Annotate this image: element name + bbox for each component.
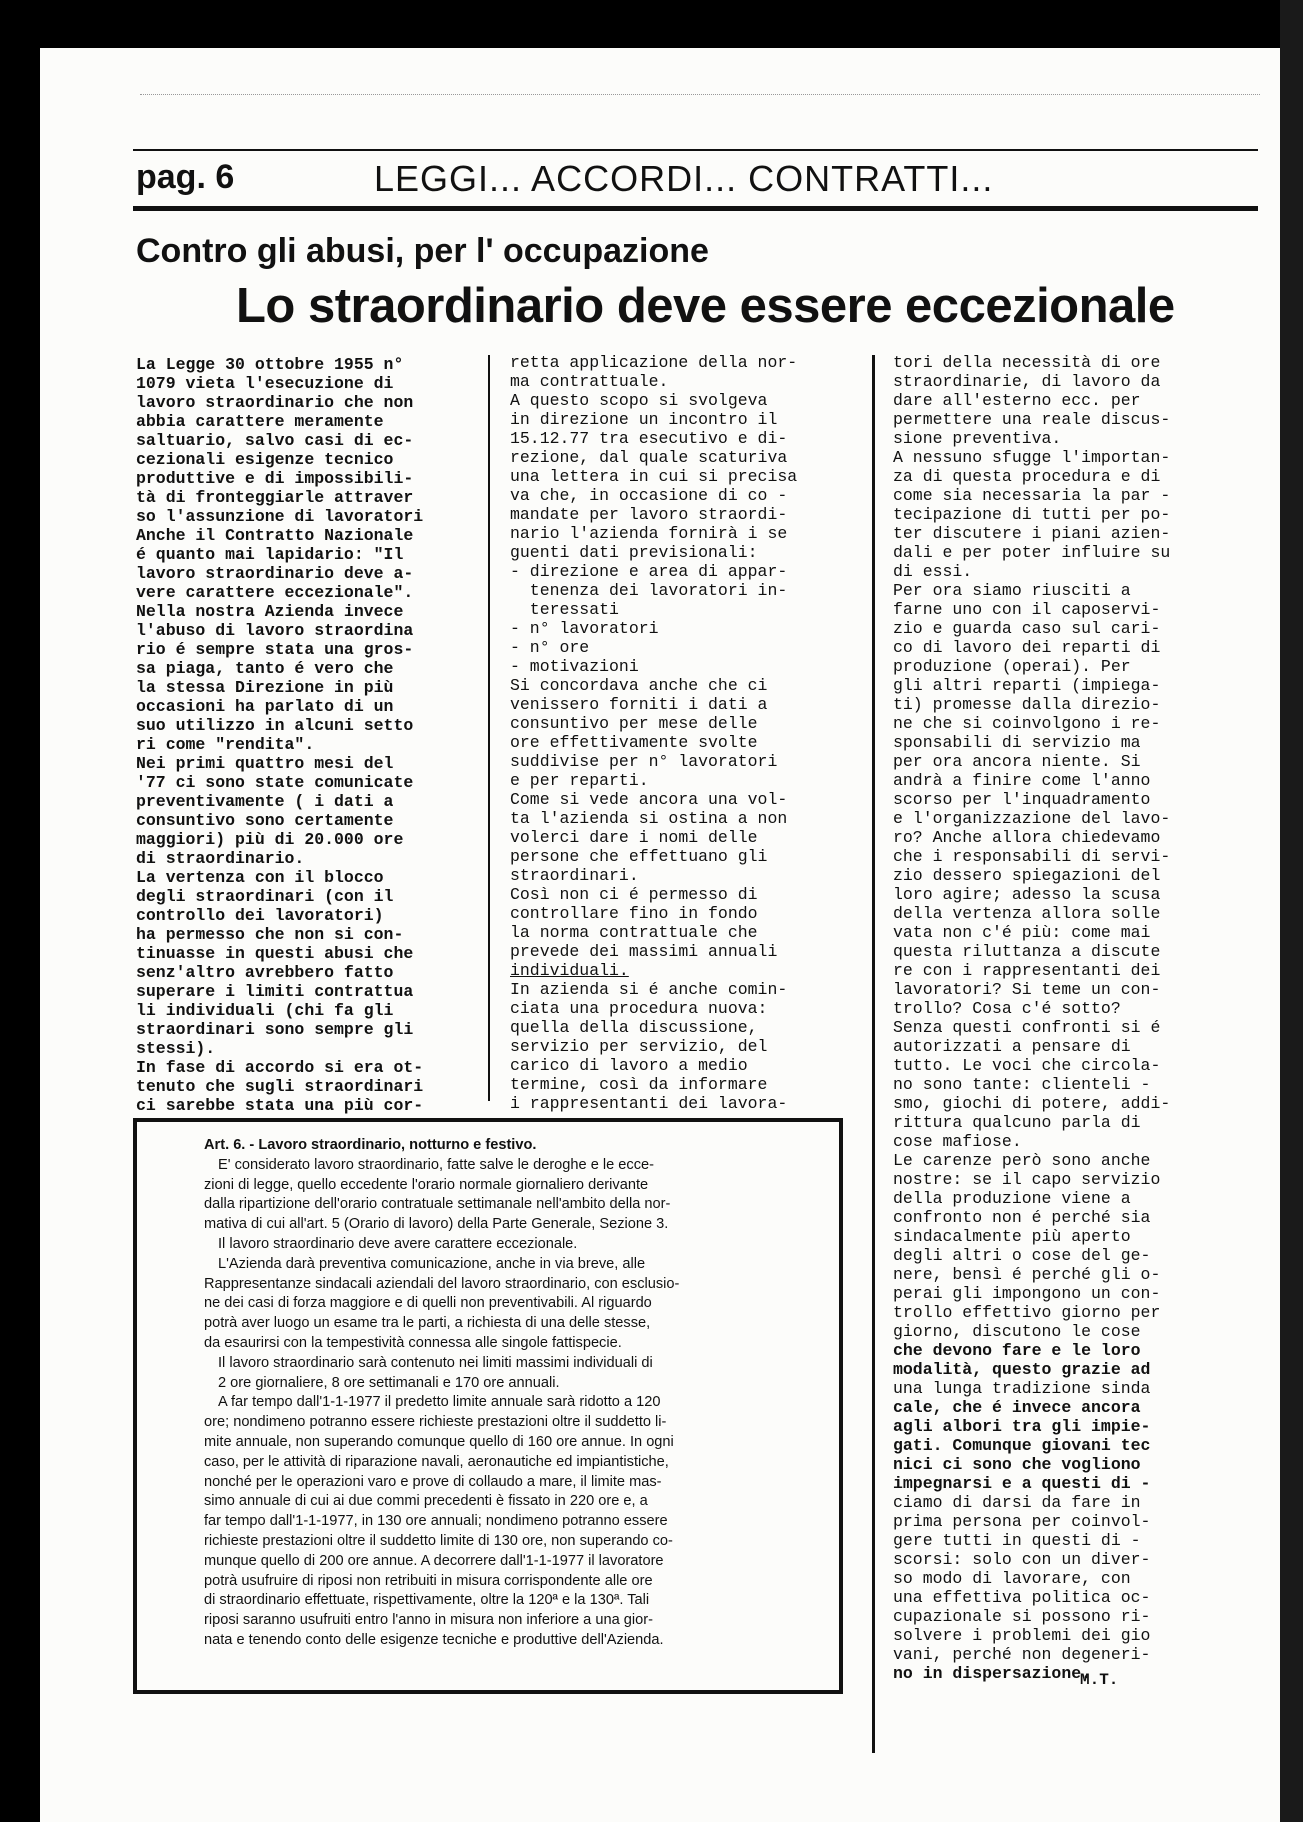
column-divider-2: [872, 355, 875, 1753]
article-line: cale, che é invece ancora: [893, 1398, 1141, 1417]
article-line: produzione (operai). Per: [893, 657, 1131, 676]
article-line: tori della necessità di ore: [893, 353, 1161, 372]
article-line: A questo scopo si svolgeva: [510, 391, 768, 410]
article-line: questa riluttanza a discute: [893, 942, 1161, 961]
contract-line: Il lavoro straordinario deve avere carattere eccezionale.: [218, 1235, 578, 1252]
article-line: nario l'azienda fornirà i se: [510, 524, 788, 543]
article-line: li individuali (chi fa gli: [136, 1001, 394, 1020]
article-line: consuntivo per mese delle: [510, 714, 758, 733]
article-line: sione preventiva.: [893, 429, 1062, 448]
article-line: come sia necessaria la par -: [893, 486, 1171, 505]
article-line: va che, in occasione di co -: [510, 486, 788, 505]
article-line: sindacalmente più aperto: [893, 1227, 1131, 1246]
article-line: autorizzati a pensare di: [893, 1037, 1131, 1056]
article-line: termine, così da informare: [510, 1075, 768, 1094]
article-line: ciamo di darsi da fare in: [893, 1493, 1141, 1512]
article-line: produttive e di impossibili-: [136, 469, 414, 488]
article-line: agli albori tra gli impie-: [893, 1417, 1151, 1436]
article-line: Le carenze però sono anche: [893, 1151, 1151, 1170]
article-line: ri come "rendita".: [136, 735, 315, 754]
contract-line: far tempo dall'1-1-1977, in 130 ore annuali; nondimeno potranno essere: [204, 1513, 668, 1530]
contract-line: simo annuale di cui ai due commi precedenti è fissato in 220 ore e, a: [204, 1493, 648, 1510]
article-line: tutto. Le voci che circola-: [893, 1056, 1161, 1075]
article-line: ma contrattuale.: [510, 372, 669, 391]
article-line: ci sarebbe stata una più cor-: [136, 1096, 424, 1115]
article-line: la norma contrattuale che: [510, 923, 758, 942]
article-line: tenuto che sugli straordinari: [136, 1077, 424, 1096]
header-rule-bottom: [133, 206, 1258, 211]
article-line: La Legge 30 ottobre 1955 n°: [136, 355, 404, 374]
article-line: della produzione viene a: [893, 1189, 1131, 1208]
contract-line: riposi saranno usufruiti entro l'anno in misura non inferiore a una gior-: [204, 1612, 653, 1629]
article-column-2: [510, 353, 797, 1113]
contract-line: di straordinario effettuate, rispettivamente, oltre la 120ª e la 130ª. Tali: [204, 1592, 650, 1609]
article-line: cose mafiose.: [893, 1132, 1022, 1151]
article-line: carico di lavoro a medio: [510, 1056, 748, 1075]
contract-line: A far tempo dall'1-1-1977 il predetto limite annuale sarà ridotto a 120: [218, 1394, 661, 1411]
article-line: rio é sempre stata una gros-: [136, 640, 414, 659]
article-line: cezionali esigenze tecnico: [136, 450, 394, 469]
contract-excerpt-box: [133, 1118, 843, 1694]
article-line: sponsabili di servizio ma: [893, 733, 1141, 752]
article-line: una lettera in cui si precisa: [510, 467, 798, 486]
article-line: re con i rappresentanti dei: [893, 961, 1161, 980]
article-line: abbia carattere meramente: [136, 412, 384, 431]
article-line: - direzione e area di appar-: [510, 562, 788, 581]
article-line: ciata una procedura nuova:: [510, 999, 768, 1018]
article-line: In fase di accordo si era ot-: [136, 1058, 424, 1077]
article-line: per ora ancora niente. Si: [893, 752, 1141, 771]
article-line: In azienda si é anche comin-: [510, 980, 788, 999]
article-line: loro agire; adesso la scusa: [893, 885, 1161, 904]
article-line: straordinari sono sempre gli: [136, 1020, 414, 1039]
article-line: andrà a finire come l'anno: [893, 771, 1151, 790]
article-line: rezione, dal quale scaturiva: [510, 448, 788, 467]
contract-line: ne dei casi di forza maggiore e di quelli non preventivabili. Al riguardo: [204, 1295, 652, 1312]
article-line: vani, perché non degeneri-: [893, 1645, 1151, 1664]
article-line: solvere i problemi dei gio: [893, 1626, 1151, 1645]
contract-line: caso, per le attività di riparazione navali, aeronautiche ed impiantistiche,: [204, 1453, 669, 1470]
page-number: pag. 6: [136, 158, 235, 196]
article-line: ta l'azienda si ostina a non: [510, 809, 788, 828]
article-line: zio e guarda caso sul cari-: [893, 619, 1161, 638]
header-rule-top: [133, 149, 1258, 151]
article-line: - n° ore: [510, 638, 590, 657]
column-divider-1: [488, 355, 490, 1101]
article-line: dali e per poter influire su: [893, 543, 1171, 562]
article-line: so modo di lavorare, con: [893, 1569, 1131, 1588]
article-line: e per reparti.: [510, 771, 649, 790]
article-line: e l'organizzazione del lavo-: [893, 809, 1171, 828]
article-line: tecipazione di tutti per po-: [893, 505, 1171, 524]
article-line: maggiori) più di 20.000 ore: [136, 830, 404, 849]
article-line: co di lavoro dei reparti di: [893, 638, 1161, 657]
article-line: Per ora siamo riusciti a: [893, 581, 1131, 600]
article-line: smo, giochi di potere, addi-: [893, 1094, 1171, 1113]
article-line: quella della discussione,: [510, 1018, 758, 1037]
article-line: Nei primi quattro mesi del: [136, 754, 394, 773]
article-line: lavoro straordinario che non: [136, 393, 414, 412]
contract-line: L'Azienda darà preventiva comunicazione, anche in via breve, alle: [218, 1255, 646, 1272]
contract-line: ore; nondimeno potranno essere richieste prestazioni oltre il suddetto li-: [204, 1414, 667, 1431]
article-line: gere tutti in questi di -: [893, 1531, 1141, 1550]
article-line: sa piaga, tanto é vero che: [136, 659, 394, 678]
article-line: permettere una reale discus-: [893, 410, 1171, 429]
article-line: ne che si coinvolgono i re-: [893, 714, 1161, 733]
article-line: stessi).: [136, 1039, 216, 1058]
article-line: guenti dati previsionali:: [510, 543, 758, 562]
article-line: teressati: [510, 600, 619, 619]
contract-line: potrà usufruire di riposi non retribuiti in misura corrispondente alle ore: [204, 1572, 653, 1589]
article-kicker: Contro gli abusi, per l' occupazione: [136, 232, 709, 270]
article-line: occasioni ha parlato di un: [136, 697, 394, 716]
scan-noise-line: [140, 94, 1260, 96]
article-line: Anche il Contratto Nazionale: [136, 526, 414, 545]
contract-line: Rappresentanze sindacali aziendali del lavoro straordinario, con esclusio-: [204, 1275, 680, 1292]
article-line: no sono tante: clienteli -: [893, 1075, 1151, 1094]
article-line: la stessa Direzione in più: [136, 678, 394, 697]
article-line: degli altri o cose del ge-: [893, 1246, 1151, 1265]
article-line: tinuasse in questi abusi che: [136, 944, 414, 963]
article-line: gati. Comunque giovani tec: [893, 1436, 1151, 1455]
article-line: 15.12.77 tra esecutivo e di-: [510, 429, 788, 448]
contract-line: da esaurirsi con la tempestività connessa alle singole fattispecie.: [204, 1334, 622, 1351]
article-line: scorso per l'inquadramento: [893, 790, 1151, 809]
article-line: confronto non é perché sia: [893, 1208, 1151, 1227]
article-line: '77 ci sono state comunicate: [136, 773, 414, 792]
article-line: ter discutere i piani azien-: [893, 524, 1171, 543]
article-line: preventivamente ( i dati a: [136, 792, 394, 811]
contract-line: Il lavoro straordinario sarà contenuto nei limiti massimi individuali di: [218, 1354, 653, 1371]
article-line: saltuario, salvo casi di ec-: [136, 431, 414, 450]
contract-excerpt-text: [204, 1136, 679, 1651]
scan-edge: [1280, 0, 1303, 1822]
article-line: che i responsabili di servi-: [893, 847, 1171, 866]
article-line: senz'altro avrebbero fatto: [136, 963, 394, 982]
article-line: - n° lavoratori: [510, 619, 659, 638]
article-line: di essi.: [893, 562, 973, 581]
contract-line: potrà aver luogo un esame tra le parti, a richiesta di una delle stesse,: [204, 1315, 651, 1332]
article-line: é quanto mai lapidario: "Il: [136, 545, 404, 564]
article-line: so l'assunzione di lavoratori: [136, 507, 424, 526]
article-line: nici ci sono che vogliono: [893, 1455, 1141, 1474]
article-line: mandate per lavoro straordi-: [510, 505, 788, 524]
contract-line: E' considerato lavoro straordinario, fatte salve le deroghe e le ecce-: [218, 1156, 654, 1173]
article-line: suo utilizzo in alcuni setto: [136, 716, 414, 735]
article-line: trollo? Cosa c'é sotto?: [893, 999, 1121, 1018]
article-line: straordinarie, di lavoro da: [893, 372, 1161, 391]
article-line: i rappresentanti dei lavora-: [510, 1094, 788, 1113]
article-line: Nella nostra Azienda invece: [136, 602, 404, 621]
article-line: della vertenza allora solle: [893, 904, 1161, 923]
article-line: che devono fare e le loro: [893, 1341, 1141, 1360]
contract-line: richieste prestazioni oltre il suddetto limite di 130 ore, non superando co-: [204, 1532, 673, 1549]
contract-line: mite annuale, non superando comunque quello di 160 ore annue. In ogni: [204, 1433, 674, 1450]
contract-line: zioni di legge, quello eccedente l'orario normale giornaliero derivante: [204, 1176, 649, 1193]
article-line: cupazionale si possono ri-: [893, 1607, 1151, 1626]
article-line: Senza questi confronti si é: [893, 1018, 1161, 1037]
article-line: 1079 vieta l'esecuzione di: [136, 374, 394, 393]
article-line: controllare fino in fondo: [510, 904, 758, 923]
article-line: in direzione un incontro il: [510, 410, 778, 429]
article-line: nere, bensì é perché gli o-: [893, 1265, 1161, 1284]
article-line: zio dessero spiegazioni del: [893, 866, 1161, 885]
article-line: persone che effettuano gli: [510, 847, 768, 866]
article-line: - motivazioni: [510, 657, 639, 676]
article-line: controllo dei lavoratori): [136, 906, 384, 925]
article-line: trollo effettivo giorno per: [893, 1303, 1161, 1322]
article-line: di straordinario.: [136, 849, 305, 868]
article-line: retta applicazione della nor-: [510, 353, 798, 372]
article-line: venissero forniti i dati a: [510, 695, 768, 714]
article-line: no in dispersazione.: [893, 1664, 1092, 1683]
article-line: ti) promesse dalla direzio-: [893, 695, 1161, 714]
article-column-1: [136, 355, 423, 1115]
article-line: suddivise per n° lavoratori: [510, 752, 778, 771]
article-line: superare i limiti contrattua: [136, 982, 414, 1001]
article-column-3: [893, 353, 1170, 1683]
article-line: giorno, discutono le cose: [893, 1322, 1141, 1341]
article-line: La vertenza con il blocco: [136, 868, 384, 887]
article-line: ore effettivamente svolte: [510, 733, 758, 752]
article-line: perai gli impongono un con-: [893, 1284, 1161, 1303]
article-line: impegnarsi e a questi di -: [893, 1474, 1151, 1493]
article-line: farne uno con il caposervi-: [893, 600, 1161, 619]
article-line: gli altri reparti (impiega-: [893, 676, 1161, 695]
article-line: volerci dare i nomi delle: [510, 828, 758, 847]
contract-article-title: Art. 6. - Lavoro straordinario, notturno e festivo.: [204, 1137, 537, 1153]
contract-line: nata e tenendo conto delle esigenze tecniche e produttive dell'Azienda.: [204, 1631, 664, 1648]
article-line: lavoro straordinario deve a-: [136, 564, 414, 583]
article-line: A nessuno sfugge l'importan-: [893, 448, 1171, 467]
article-line: servizio per servizio, del: [510, 1037, 768, 1056]
article-line: individuali.: [510, 961, 629, 980]
article-line: una lunga tradizione sinda: [893, 1379, 1151, 1398]
article-line: vere carattere eccezionale".: [136, 583, 414, 602]
article-line: l'abuso di lavoro straordina: [136, 621, 414, 640]
contract-line: munque quello di 200 ore annue. A decorrere dall'1-1-1977 il lavoratore: [204, 1552, 664, 1569]
author-signature: M.T.: [1080, 1671, 1119, 1689]
article-line: tenenza dei lavoratori in-: [510, 581, 788, 600]
article-headline: Lo straordinario deve essere eccezionale: [236, 279, 1175, 333]
article-line: za di questa procedura e di: [893, 467, 1161, 486]
article-line: degli straordinari (con il: [136, 887, 394, 906]
contract-line: nonché per le operazioni varo e prove di collaudo a mare, il limite mas-: [204, 1473, 662, 1490]
article-line: vata non c'é più: come mai: [893, 923, 1151, 942]
article-line: nostre: se il capo servizio: [893, 1170, 1161, 1189]
article-line: consuntivo sono certamente: [136, 811, 394, 830]
article-line: prevede dei massimi annuali: [510, 942, 778, 961]
article-line: dare all'esterno ecc. per: [893, 391, 1141, 410]
contract-line: mativa di cui all'art. 5 (Orario di lavoro) della Parte Generale, Sezione 3.: [204, 1216, 669, 1233]
contract-line: 2 ore giornaliere, 8 ore settimanali e 170 ore annuali.: [218, 1374, 560, 1391]
article-line: una effettiva politica oc-: [893, 1588, 1151, 1607]
article-line: Si concordava anche che ci: [510, 676, 768, 695]
article-line: tà di fronteggiarle attraver: [136, 488, 414, 507]
article-line: prima persona per coinvol-: [893, 1512, 1151, 1531]
article-line: Così non ci é permesso di: [510, 885, 758, 904]
article-line: lavoratori? Si teme un con-: [893, 980, 1161, 999]
contract-line: dalla ripartizione dell'orario contratuale settimanale nell'ambito della nor-: [204, 1196, 671, 1213]
article-line: Come si vede ancora una vol-: [510, 790, 788, 809]
article-line: straordinari.: [510, 866, 639, 885]
section-title: LEGGI... ACCORDI... CONTRATTI...: [374, 158, 994, 199]
article-line: rittura qualcuno parla di: [893, 1113, 1141, 1132]
article-line: ha permesso che non si con-: [136, 925, 404, 944]
article-line: scorsi: solo con un diver-: [893, 1550, 1151, 1569]
article-line: ro? Anche allora chiedevamo: [893, 828, 1161, 847]
article-line: modalità, questo grazie ad: [893, 1360, 1151, 1379]
